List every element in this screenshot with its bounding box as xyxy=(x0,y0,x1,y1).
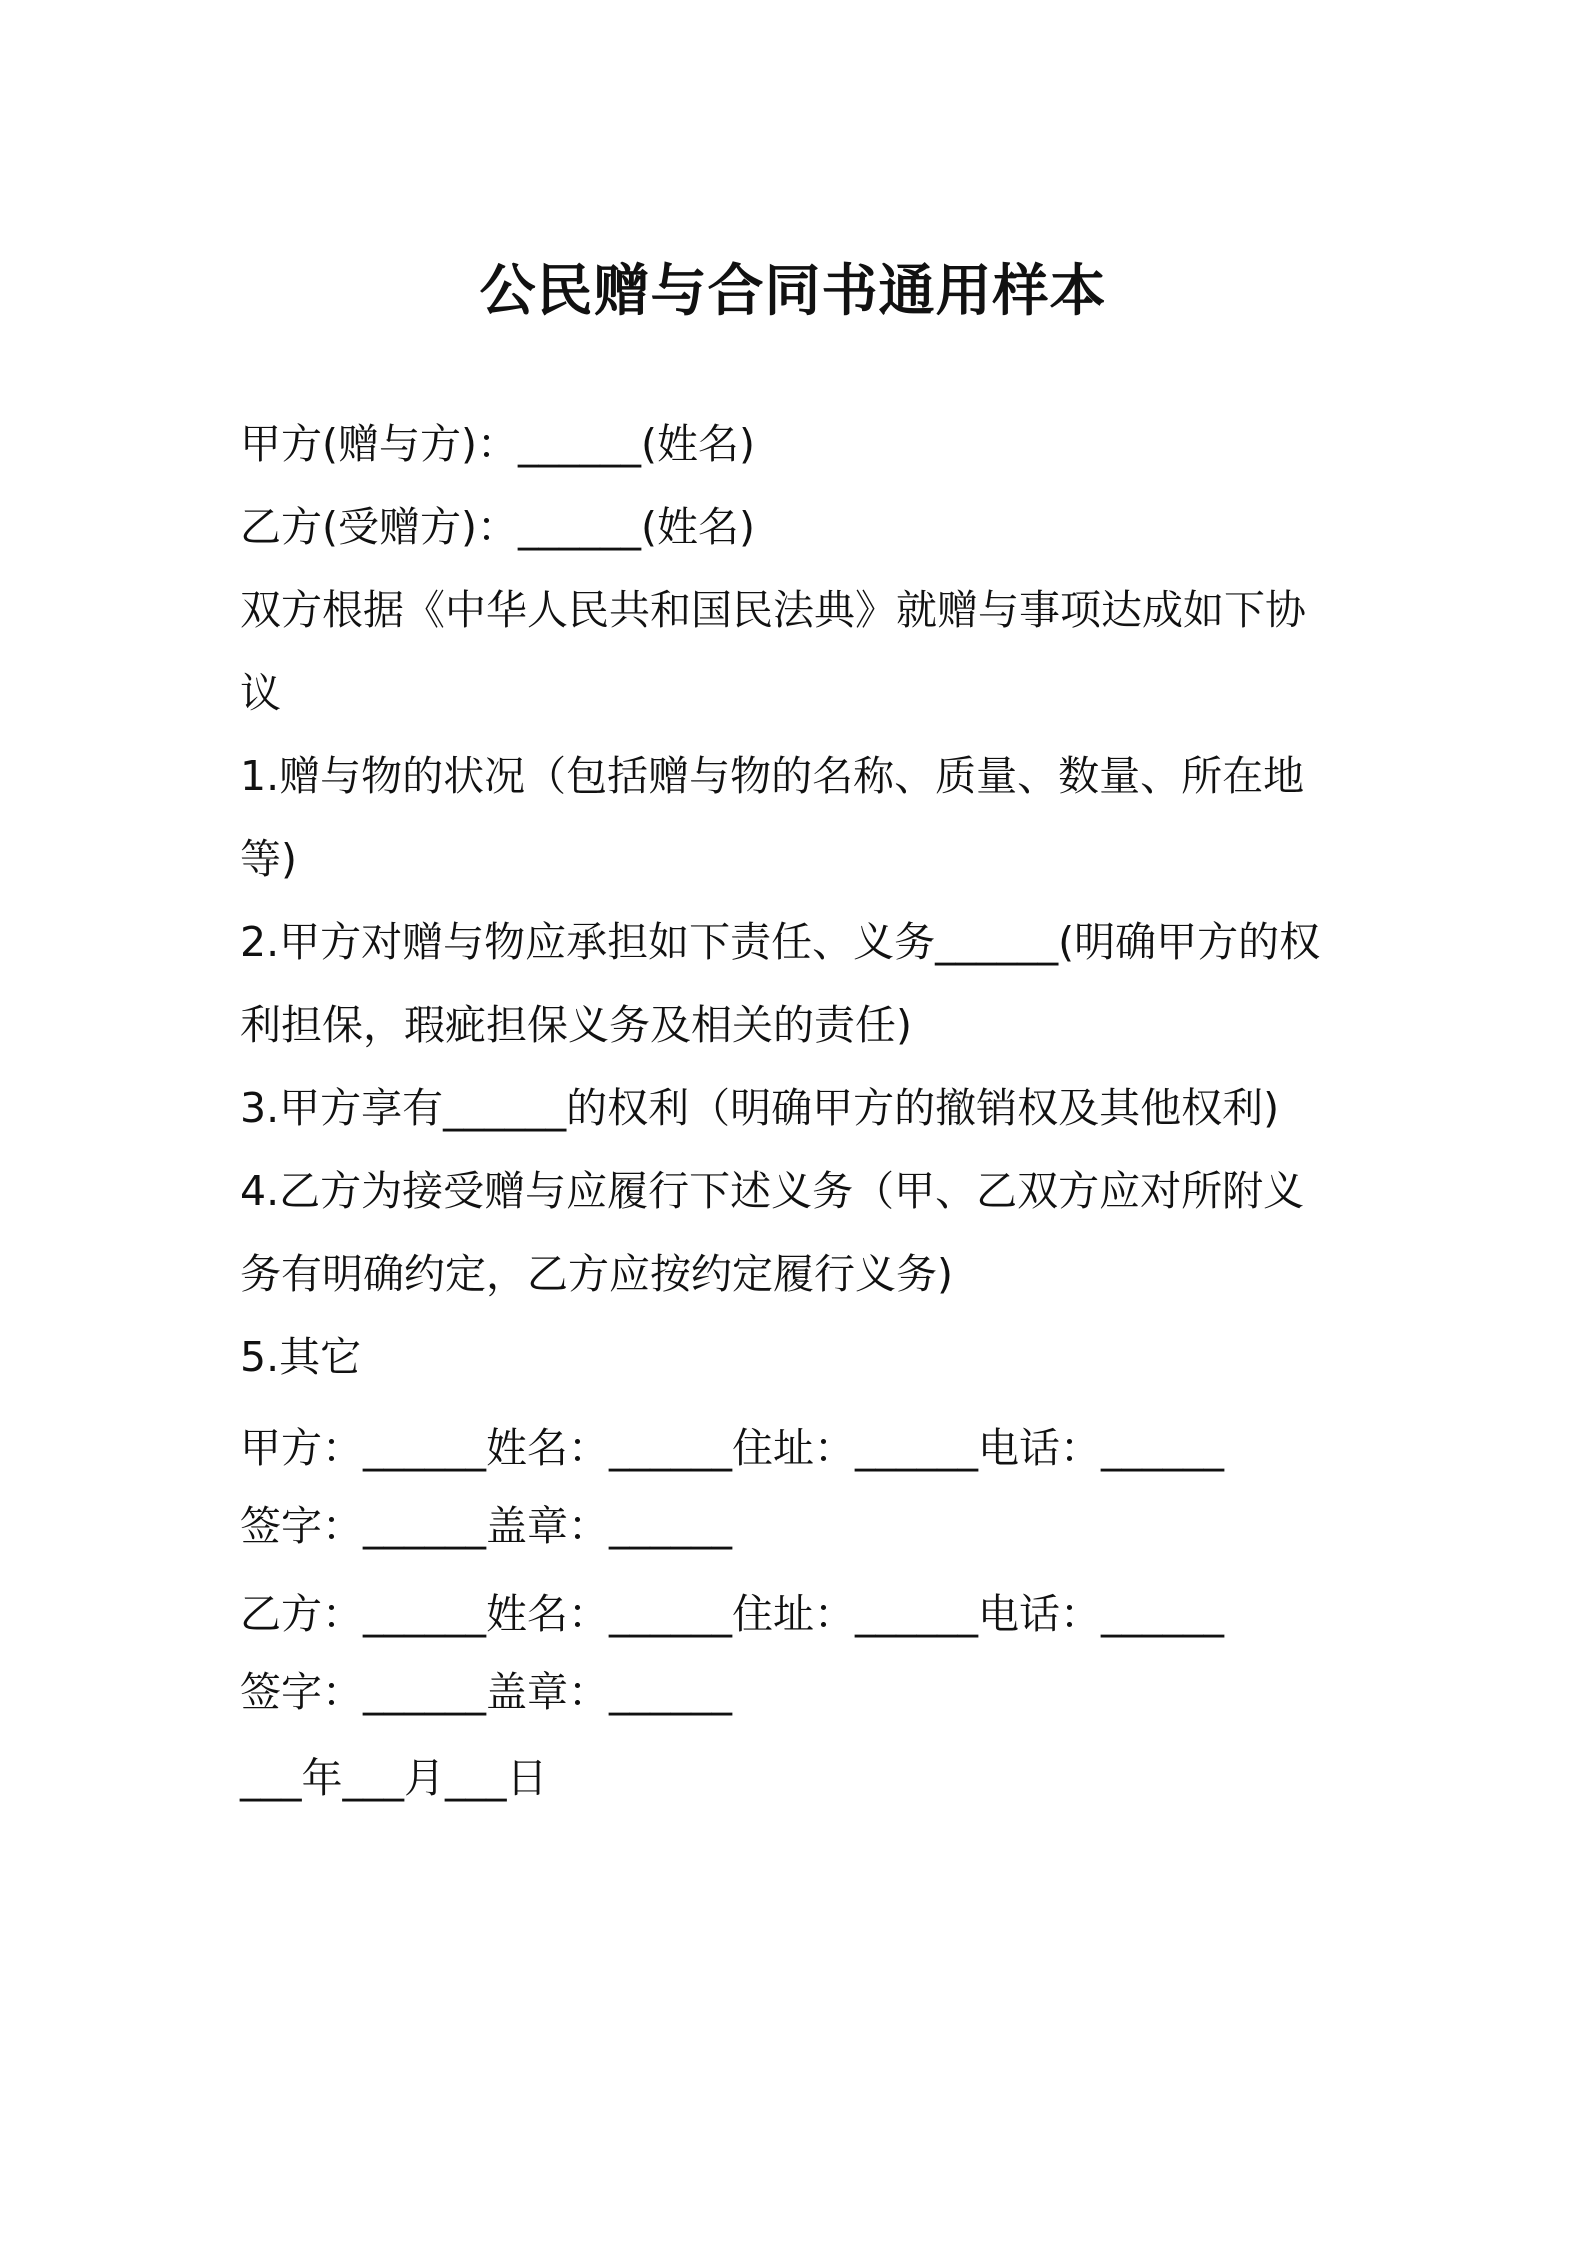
party-a-signature-line-1: 甲方：______姓名：______住址：______电话：______ xyxy=(240,1424,1224,1472)
clause-4-line-1: 4.乙方为接受赠与应履行下述义务（甲、乙双方应对所附义 xyxy=(240,1167,1305,1215)
preamble-line-1: 双方根据《中华人民共和国民法典》就赠与事项达成如下协 xyxy=(240,586,1306,634)
date-line: ___年___月___日 xyxy=(240,1754,548,1802)
clause-1-line-1: 1.赠与物的状况（包括赠与物的名称、质量、数量、所在地 xyxy=(240,752,1305,800)
clause-3-line: 3.甲方享有______的权利（明确甲方的撤销权及其他权利) xyxy=(240,1084,1280,1132)
clause-2-line-2: 利担保，瑕疵担保义务及相关的责任) xyxy=(240,1001,912,1049)
party-b-signature-line-1: 乙方：______姓名：______住址：______电话：______ xyxy=(240,1590,1224,1638)
clause-5-line: 5.其它 xyxy=(240,1333,362,1381)
preamble-line-2: 议 xyxy=(240,669,281,717)
clause-4-line-2: 务有明确约定，乙方应按约定履行义务) xyxy=(240,1250,953,1298)
clause-1-line-2: 等) xyxy=(240,835,297,883)
document-title: 公民赠与合同书通用样本 xyxy=(479,259,1107,324)
party-a-signature-line-2: 签字：______盖章：______ xyxy=(240,1502,732,1550)
party-b-line: 乙方(受赠方)：______(姓名) xyxy=(240,503,755,551)
party-a-line: 甲方(赠与方)：______(姓名) xyxy=(240,420,755,468)
party-b-signature-line-2: 签字：______盖章：______ xyxy=(240,1668,732,1716)
clause-2-line-1: 2.甲方对赠与物应承担如下责任、义务______(明确甲方的权 xyxy=(240,918,1321,966)
